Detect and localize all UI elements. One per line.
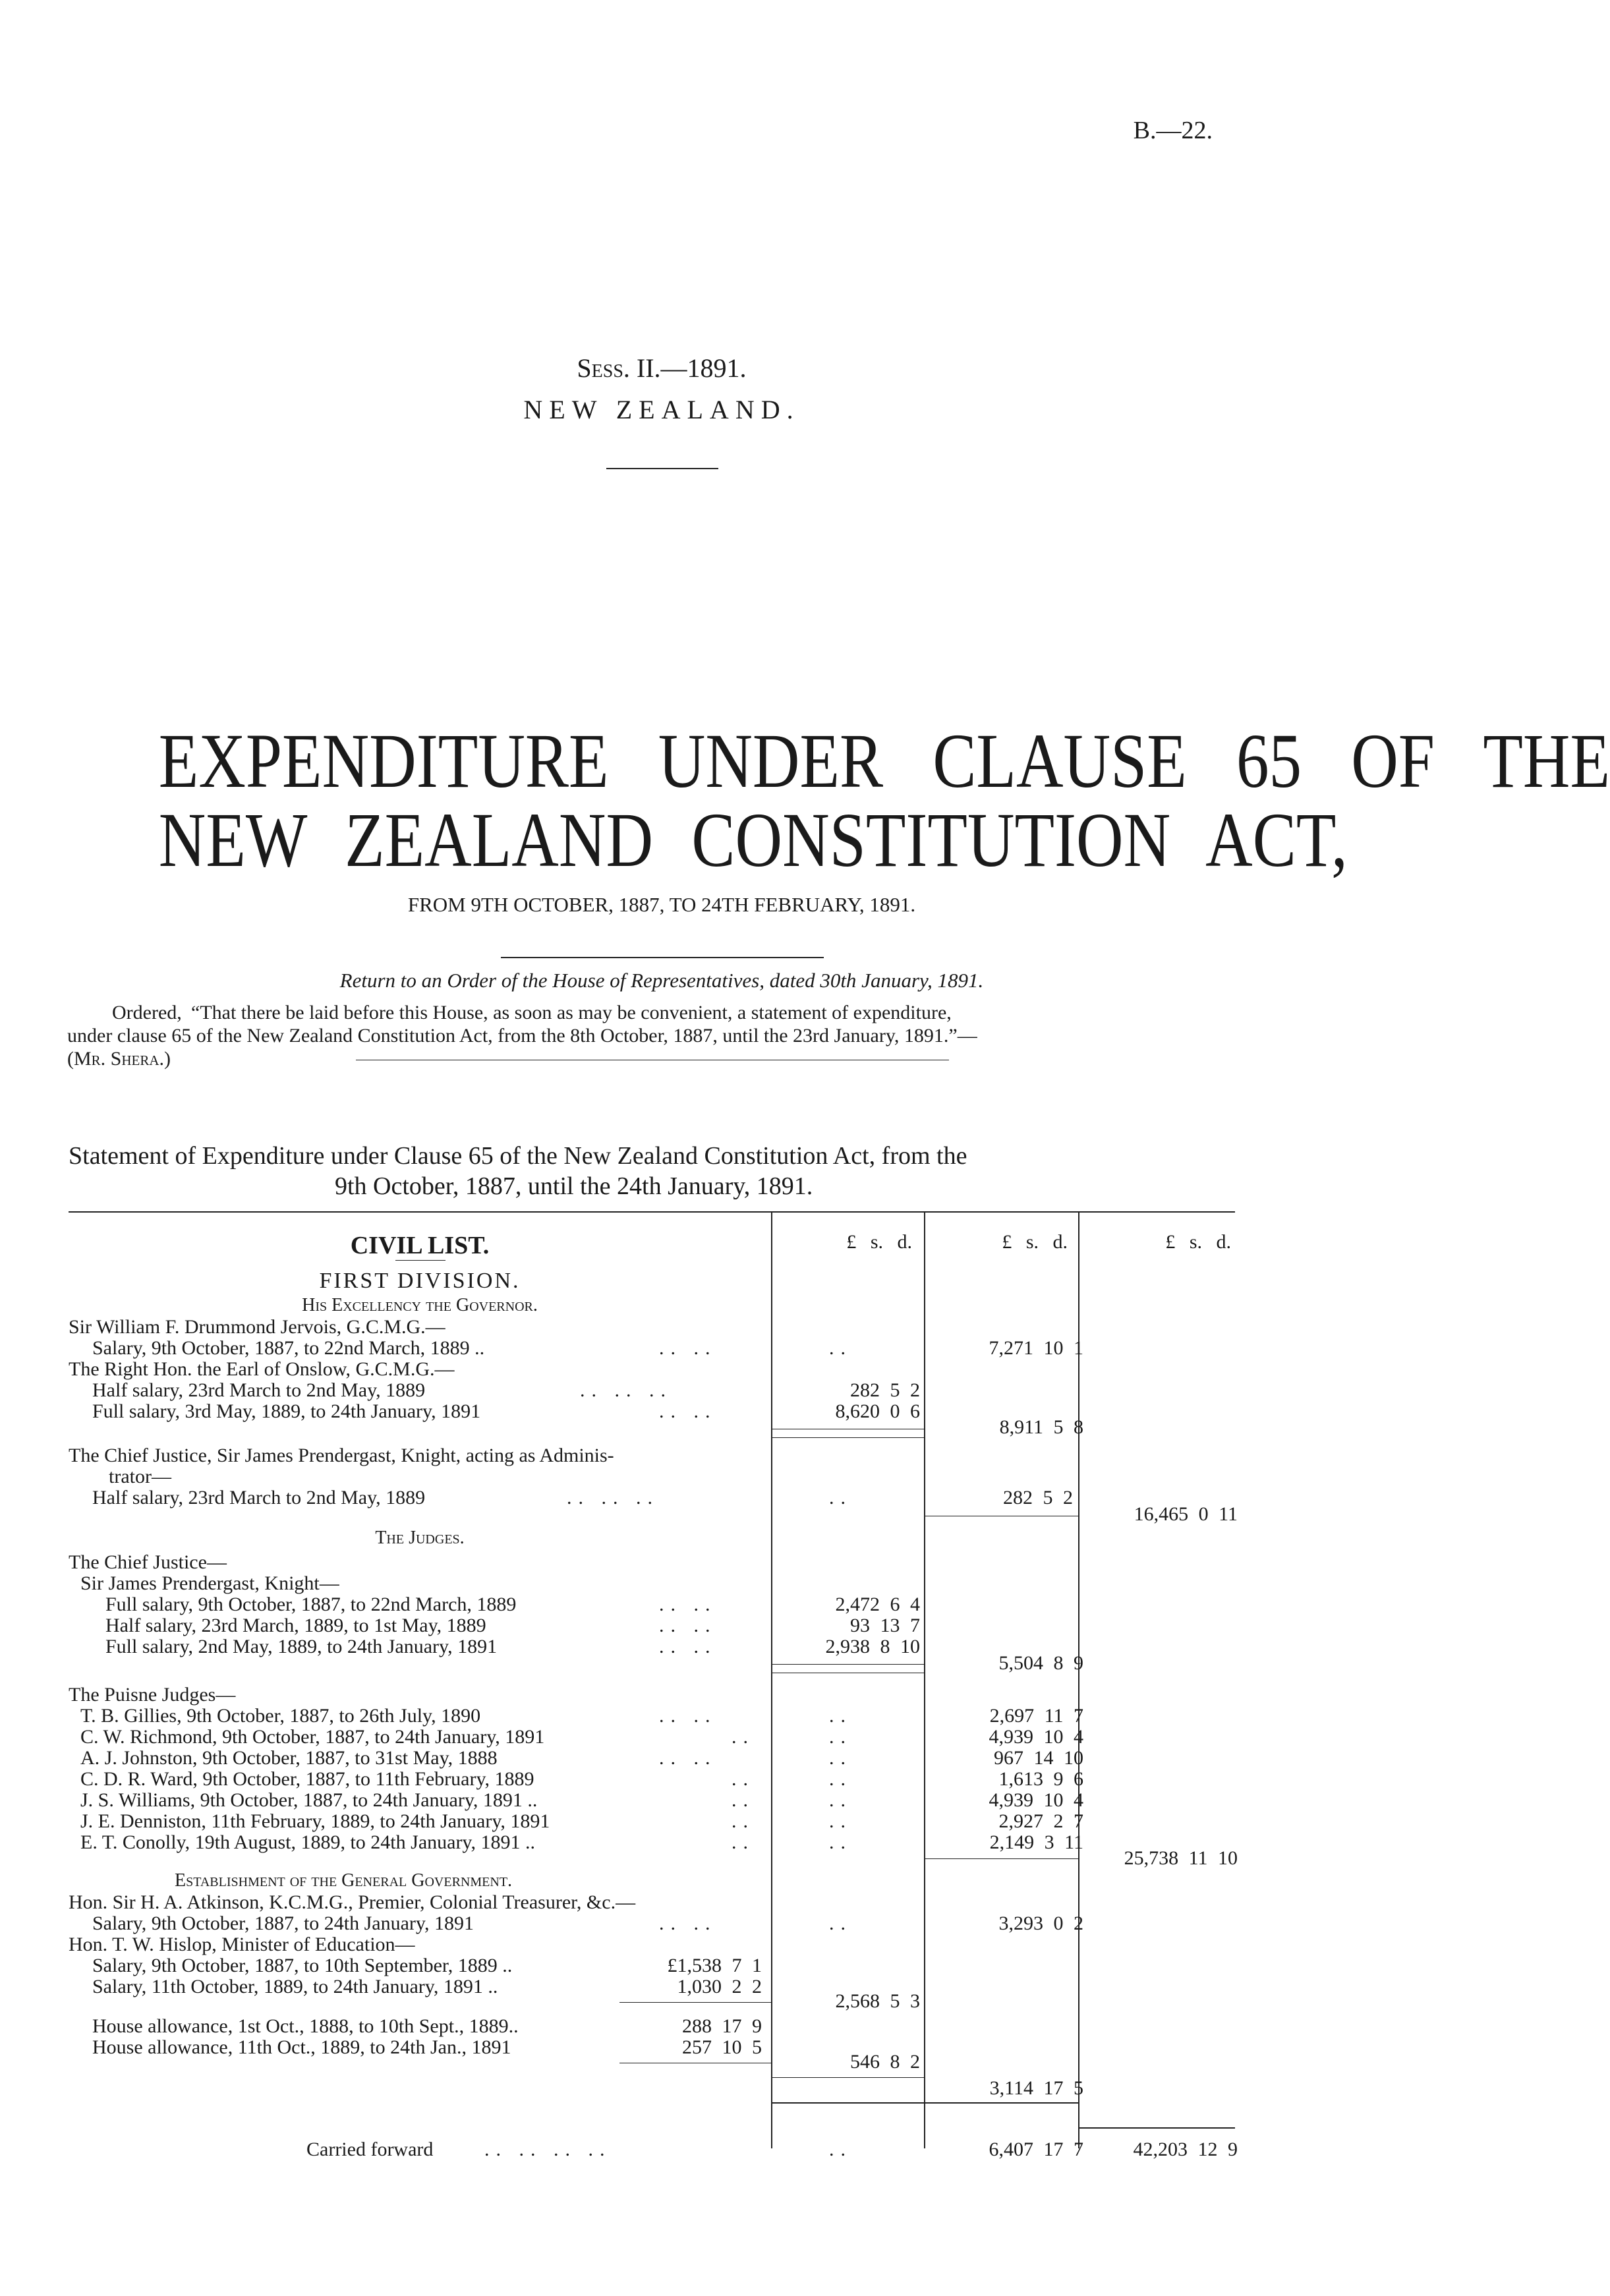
divider (395, 1260, 446, 1261)
page-reference: B.—22. (1133, 117, 1213, 144)
judge-amount: 967 14 10 (994, 1747, 1083, 1769)
house-allowance-2-label: House allowance, 11th Oct., 1889, to 24th Jan., 1891 (92, 2036, 511, 2058)
house-allowance-1-label: House allowance, 1st Oct., 1888, to 10th Sept., 1889.. (92, 2015, 519, 2037)
judge-name: C. D. R. Ward, 9th October, 1887, to 11th February, 1889 (80, 1768, 534, 1790)
judge-amount: 1,613 9 6 (998, 1768, 1083, 1790)
leader-dots: .. .. (659, 1747, 717, 1769)
judge-amount: 4,939 10 4 (989, 1726, 1083, 1748)
document-title-line-1: EXPENDITURE UNDER CLAUSE 65 OF THE (158, 718, 1610, 804)
leader-dots: .. (829, 1487, 852, 1508)
puisne-heading: The Puisne Judges— (69, 1684, 236, 1706)
statement-line-1: Statement of Expenditure under Clause 65 of the New Zealand Constitution Act, from the (69, 1142, 967, 1170)
leader-dots: .. .. (659, 1400, 717, 1422)
country-heading: NEW ZEALAND. (523, 395, 800, 424)
cj-total: 5,504 8 9 (998, 1652, 1083, 1674)
judge-name: J. S. Williams, 9th October, 1887, to 24th January, 1891 .. (80, 1789, 538, 1811)
carried-forward-amount-3: 42,203 12 9 (1133, 2138, 1238, 2160)
leader-dots: .. .. .. .. (484, 2138, 612, 2160)
column-rule (771, 1211, 772, 2148)
leader-dots: .. (732, 1810, 755, 1832)
order-mover: (Mr. Shera.) (67, 1048, 171, 1070)
onslow-total: 8,911 5 8 (999, 1416, 1083, 1438)
house-allowance-total: 546 8 2 (850, 2051, 920, 2073)
cj-admin-line-2: trator— (109, 1466, 171, 1487)
house-allowance-2-amount: 257 10 5 (682, 2036, 762, 2058)
column-header-3: £ s. d. (1165, 1231, 1231, 1253)
section-title: CIVIL LIST. (350, 1232, 490, 1259)
document-subtitle: FROM 9TH OCTOBER, 1887, TO 24TH FEBRUARY, 1891. (407, 893, 916, 916)
onslow-full-label: Full salary, 3rd May, 1889, to 24th January, 1891 (92, 1400, 481, 1422)
leader-dots: .. .. (659, 1912, 717, 1934)
hislop-salary-2-label: Salary, 11th October, 1889, to 24th January, 1891 .. (92, 1976, 498, 1997)
session-line: Sess. II.—1891. (577, 353, 747, 383)
sum-rule (772, 2077, 924, 2078)
cj-name: Sir James Prendergast, Knight— (80, 1572, 339, 1594)
table-top-rule (69, 1211, 1235, 1213)
judge-name: A. J. Johnston, 9th October, 1887, to 31st May, 1888 (80, 1747, 498, 1769)
onslow-name: The Right Hon. the Earl of Onslow, G.C.M.G.— (69, 1358, 455, 1380)
onslow-half-amount: 282 5 2 (850, 1379, 920, 1401)
leader-dots: .. (829, 1831, 852, 1853)
document-title-line-2: NEW ZEALAND CONSTITUTION ACT, (158, 797, 1348, 883)
judge-amount: 2,149 3 11 (989, 1831, 1083, 1853)
hislop-name: Hon. T. W. Hislop, Minister of Education— (69, 1934, 415, 1955)
jervois-salary-label: Salary, 9th October, 1887, to 22nd March, 1889 .. (92, 1337, 485, 1359)
statement-line-2: 9th October, 1887, until the 24th January, 1891. (335, 1172, 813, 1200)
cj-full-2-amount: 2,938 8 10 (825, 1636, 920, 1657)
cj-full-1-label: Full salary, 9th October, 1887, to 22nd March, 1889 (105, 1593, 517, 1615)
leader-dots: .. (732, 1768, 755, 1790)
divider (606, 468, 718, 469)
governor-total: 16,465 0 11 (1134, 1503, 1238, 1525)
leader-dots: .. .. (659, 1615, 717, 1636)
hislop-salary-2-amount: 1,030 2 2 (677, 1976, 762, 1997)
order-text-1: “That there be laid before this House, as soon as may be convenient, a statement of expenditure, (191, 1002, 952, 1023)
cj-full-2-label: Full salary, 2nd May, 1889, to 24th January, 1891 (105, 1636, 498, 1657)
judge-name: T. B. Gillies, 9th October, 1887, to 26th July, 1890 (80, 1705, 481, 1727)
leader-dots: .. .. (659, 1593, 717, 1615)
judges-heading: The Judges. (375, 1528, 465, 1548)
hislop-salary-1-amount: £1,538 7 1 (667, 1955, 762, 1976)
onslow-half-label: Half salary, 23rd March to 2nd May, 1889 (92, 1379, 426, 1401)
cj-full-1-amount: 2,472 6 4 (835, 1593, 920, 1615)
leader-dots: .. .. (659, 1705, 717, 1727)
sum-rule (772, 1664, 924, 1665)
leader-dots: .. (732, 1789, 755, 1811)
cj-half-label: Half salary, 23rd March, 1889, to 1st May, 1889 (105, 1615, 486, 1636)
atkinson-name: Hon. Sir H. A. Atkinson, K.C.M.G., Premier, Colonial Treasurer, &c.— (69, 1891, 636, 1913)
judge-amount: 2,927 2 7 (998, 1810, 1083, 1832)
leader-dots: .. (829, 1726, 852, 1748)
sum-rule (772, 2102, 1078, 2104)
leader-dots: .. (732, 1726, 755, 1748)
sum-rule (619, 2002, 772, 2003)
return-line: Return to an Order of the House of Representatives, dated 30th January, 1891. (339, 969, 984, 992)
jervois-amount: 7,271 10 1 (989, 1337, 1083, 1359)
establishment-heading: Establishment of the General Government. (175, 1870, 513, 1891)
leader-dots: .. (829, 1789, 852, 1811)
divider (501, 957, 824, 958)
judge-amount: 4,939 10 4 (989, 1789, 1083, 1811)
judge-name: J. E. Denniston, 11th February, 1889, to 24th January, 1891 (80, 1810, 550, 1832)
leader-dots: .. (732, 1831, 755, 1853)
division-heading: FIRST DIVISION. (319, 1269, 521, 1293)
leader-dots: .. .. .. (567, 1487, 659, 1508)
order-text-2: under clause 65 of the New Zealand Constitution Act, from the 8th October, 1887, until the 23rd January, 1891.”— (67, 1025, 977, 1047)
onslow-full-amount: 8,620 0 6 (835, 1400, 920, 1422)
leader-dots: .. .. (659, 1636, 717, 1657)
carried-forward-label: Carried forward (306, 2138, 434, 2160)
atkinson-salary-label: Salary, 9th October, 1887, to 24th January, 1891 (92, 1912, 474, 1934)
sum-rule (1079, 2127, 1235, 2129)
hislop-total: 3,114 17 5 (989, 2077, 1083, 2099)
atkinson-amount: 3,293 0 2 (998, 1912, 1083, 1934)
leader-dots: .. (829, 1768, 852, 1790)
column-header-1: £ s. d. (846, 1231, 912, 1253)
judges-total: 25,738 11 10 (1124, 1847, 1238, 1869)
sum-rule (925, 1858, 1078, 1859)
house-allowance-1-amount: 288 17 9 (682, 2015, 762, 2037)
hislop-salary-total: 2,568 5 3 (835, 1990, 920, 2012)
cj-admin-line-1: The Chief Justice, Sir James Prendergast, Knight, acting as Adminis- (69, 1445, 614, 1466)
cj-admin-amount: 282 5 2 (1003, 1487, 1073, 1508)
judge-name: E. T. Conolly, 19th August, 1889, to 24th January, 1891 .. (80, 1831, 535, 1853)
cj-heading: The Chief Justice— (69, 1551, 227, 1573)
leader-dots: .. .. (659, 1337, 717, 1359)
column-rule (924, 1211, 925, 2148)
column-header-2: £ s. d. (1002, 1231, 1068, 1253)
leader-dots: .. .. .. (580, 1379, 672, 1401)
judge-amount: 2,697 11 7 (989, 1705, 1083, 1727)
leader-dots: .. (829, 1337, 852, 1359)
sum-rule (772, 1437, 924, 1438)
cj-half-amount: 93 13 7 (850, 1615, 920, 1636)
hislop-salary-1-label: Salary, 9th October, 1887, to 10th September, 1889 .. (92, 1955, 513, 1976)
leader-dots: .. (829, 2138, 852, 2160)
ordered-label: Ordered, (112, 1002, 182, 1023)
cj-admin-half-label: Half salary, 23rd March to 2nd May, 1889 (92, 1487, 426, 1508)
carried-forward-amount-2: 6,407 17 7 (989, 2138, 1083, 2160)
jervois-name: Sir William F. Drummond Jervois, G.C.M.G.— (69, 1316, 446, 1338)
leader-dots: .. (829, 1810, 852, 1832)
leader-dots: .. (829, 1747, 852, 1769)
leader-dots: .. (829, 1912, 852, 1934)
governor-heading: His Excellency the Governor. (302, 1295, 538, 1315)
leader-dots: .. (829, 1705, 852, 1727)
judge-name: C. W. Richmond, 9th October, 1887, to 24th January, 1891 (80, 1726, 545, 1748)
